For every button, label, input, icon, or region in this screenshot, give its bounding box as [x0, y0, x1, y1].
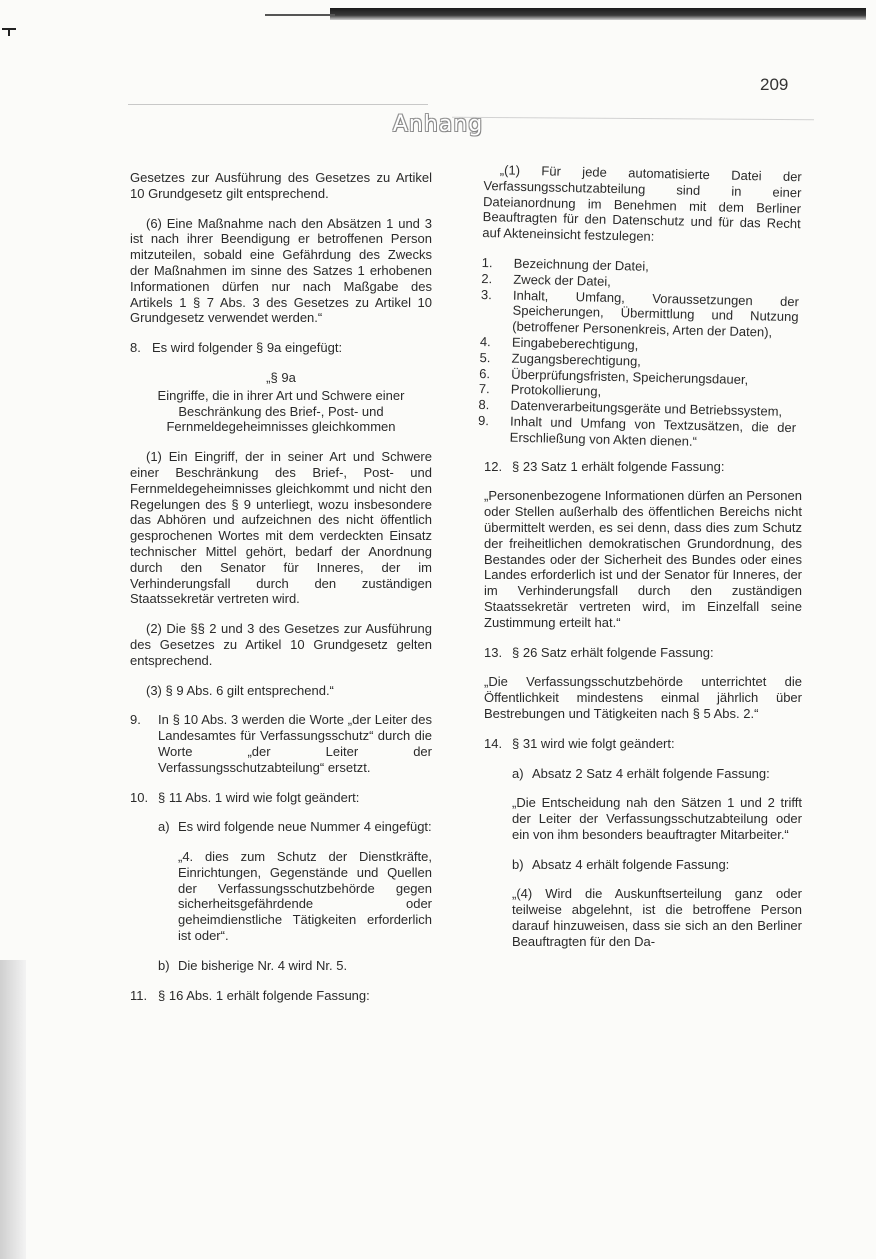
list-item-number: 2.: [481, 270, 493, 286]
list-item-text: Inhalt, Umfang, Voraussetzungen der Speicherungen, Übermittlung und Nutzung (betroffener Personenkreis, Arten der Daten),: [512, 287, 800, 340]
item-10a-label: a): [158, 819, 170, 835]
item-10-number: 10.: [130, 789, 149, 805]
item-10a-quote: „4. dies zum Schutz der Dienstkräfte, Einrichtungen, Gegenstände und Quellen der Verfassungsschutzbehörde gegen sicherheitsgefährdende oder geheimdienstliche Tätigkeiten erforderlich ist oder“.: [178, 849, 432, 944]
item-8: [130, 340, 432, 356]
list-item: [478, 413, 797, 452]
item-13-number: 13.: [484, 644, 503, 660]
left-intro: Gesetzes zur Ausführung des Gesetzes zu Artikel 10 Grundgesetz gilt entsprechend.: [130, 170, 432, 201]
item-10-subitems: [158, 819, 432, 973]
item-9-text: In § 10 Abs. 3 werden die Worte „der Leiter des Landesamtes für Verfassungsschutz“ durch die Worte „der Leiter der Verfassungsschutzabteilung“ ersetzt.: [158, 712, 432, 775]
item-10: [130, 790, 432, 806]
corner-mark-tick: [8, 28, 10, 36]
list-item-number: 8.: [478, 397, 490, 413]
item-14b: [512, 857, 802, 873]
list-item: [480, 287, 799, 342]
section-9a-title: „§ 9a: [266, 369, 296, 385]
right-column-skewed-block: [478, 162, 802, 452]
scan-edge-shadow: [330, 8, 866, 20]
list-item-number: 9.: [477, 412, 490, 429]
item-11-number: 11.: [130, 987, 148, 1003]
item-14a-label: a): [512, 765, 524, 781]
item-10a: [158, 819, 432, 835]
item-14-subitems: [512, 766, 802, 950]
item-11: [130, 988, 432, 1004]
file-order-list: [478, 255, 800, 452]
list-item-text: Inhalt und Umfang von Textzusätzen, die der Erschließung von Akten dienen.“: [509, 413, 797, 449]
item-14b-text: Absatz 4 erhält folgende Fassung:: [532, 856, 730, 872]
file-order-intro: „(1) Für jede automatisierte Datei der Verfassungsschutzabteilung sind in einer Dateianordnung im Benehmen mit dem Berliner Beauftragten für den Datenschutz und für das Recht auf Akteneinsicht festzulegen:: [482, 162, 802, 245]
item-10b-label: b): [158, 957, 170, 973]
list-item-number: 3.: [480, 286, 493, 302]
item-10-text: § 11 Abs. 1 wird wie folgt geändert:: [158, 789, 360, 805]
list-item-text: Zweck der Datei,: [513, 271, 612, 289]
item-9: [130, 712, 432, 775]
item-13-quote: „Die Verfassungsschutzbehörde unterrichtet die Öffentlichkeit mindestens einmal jährlich über Bestrebungen und Tätigkeiten nach § 5 Abs. 2.“: [484, 674, 802, 721]
list-item-text: Überprüfungsfristen, Speicherungsdauer,: [511, 366, 749, 387]
item-10a-text: Es wird folgende neue Nummer 4 eingefügt:: [178, 819, 432, 835]
list-item-text: Bezeichnung der Datei,: [513, 255, 650, 274]
item-9-number: 9.: [130, 712, 141, 728]
section-9a-subtitle: Eingriffe, die in ihrer Art und Schwere einer Beschränkung des Brief-, Post- und Fernmeldegeheimnisses gleichkommen: [157, 387, 405, 435]
item-14a-quote: „Die Entscheidung nah den Sätzen 1 und 2 trifft der Leiter der Verfassungsschutzabteilung oder ein von ihm besonders beauftragter Mitarbeiter.“: [512, 795, 802, 842]
item-13: [484, 645, 802, 661]
item-12-text: § 23 Satz 1 erhält folgende Fassung:: [512, 458, 725, 474]
item-12: [484, 459, 802, 475]
item-12-quote: „Personenbezogene Informationen dürfen an Personen oder Stellen außerhalb des öffentlichen Bereichs nicht übermittelt werden, es sei denn, dass dies zum Schutz der freiheitlichen demokratischen Grundordnung, des Bestandes oder der Sicherheit des Bundes oder eines Landes erforderlich ist und der Senator für Inneres, der im Verhinderungsfall durch den zuständigen Staatssekretär vertreten wird, im Einzelfall seine Zustimmung erteilt hat.“: [484, 488, 802, 630]
list-item-text: Eingabeberechtigung,: [511, 334, 639, 353]
left-column: [130, 170, 432, 1017]
right-column: [477, 162, 802, 964]
item-14b-quote: „(4) Wird die Auskunftserteilung ganz oder teilweise abgelehnt, ist die betroffene Person darauf hinzuweisen, dass sie sich an den Berliner Beauftragten für den Da-: [512, 886, 802, 949]
list-item-number: 7.: [478, 381, 490, 397]
list-item-number: 5.: [479, 349, 491, 365]
list-item-text: Protokollierung,: [510, 382, 602, 400]
item-10b-text: Die bisherige Nr. 4 wird Nr. 5.: [178, 957, 348, 973]
item-12-number: 12.: [484, 458, 503, 474]
item-14b-label: b): [512, 856, 524, 872]
section-9a-para-1: (1) Ein Eingriff, der in seiner Art und Schwere einer Beschränkung des Brief-, Post- und Fernmeldegeheimnisses gleichkommt und nicht den Regelungen des § 9 unterliegt, wozu insbesondere das Abhören und aufzeichnen des nicht öffentlich gesprochenen Wortes mit dem verdeckten Einsatz technischer Mittel gehört, bedarf der Anordnung durch den Senator für Inneres, der im Verhinderungsfall durch den zuständigen Staatssekretär vertreten wird.: [130, 449, 432, 607]
list-item-text: Datenverarbeitungsgeräte und Betriebssystem,: [510, 397, 783, 419]
item-14: [484, 736, 802, 752]
running-header: Anhang: [392, 112, 484, 137]
item-8-text: Es wird folgender § 9a eingefügt:: [152, 340, 343, 356]
item-10b: [158, 958, 432, 974]
list-item-number: 6.: [479, 365, 491, 381]
scan-edge-line: [265, 14, 335, 16]
item-14-text: § 31 wird wie folgt geändert:: [512, 735, 675, 751]
list-item-text: Zugangsberechtigung,: [511, 350, 642, 369]
section-9a-para-2: (2) Die §§ 2 und 3 des Gesetzes zur Ausführung des Gesetzes zu Artikel 10 Grundgesetz gelten entsprechend.: [130, 621, 432, 668]
item-14-number: 14.: [484, 735, 503, 751]
page-number: 209: [760, 75, 789, 94]
item-11-text: § 16 Abs. 1 erhält folgende Fassung:: [158, 987, 370, 1003]
list-item-number: 4.: [479, 333, 491, 350]
section-9a-para-3: (3) § 9 Abs. 6 gilt entsprechend.“: [146, 682, 334, 698]
item-13-text: § 26 Satz erhält folgende Fassung:: [512, 644, 714, 660]
paragraph-6: (6) Eine Maßnahme nach den Absätzen 1 und 3 ist nach ihrer Beendigung er betroffenen Person mitzuteilen, sobald eine Gefährdung des Zwecks der Maßnahmen im sinne des Satzes 1 erhobenen Informationen dürfen nur nach Maßgabe des Artikels 1 § 7 Abs. 3 des Gesetzes zu Artikel 10 Grundgesetz verwendet werden.“: [130, 215, 432, 326]
scan-left-edge-shadow: [0, 960, 26, 1259]
item-14a-text: Absatz 2 Satz 4 erhält folgende Fassung:: [532, 765, 770, 781]
item-14a: [512, 766, 802, 782]
item-8-number: 8.: [130, 340, 141, 356]
list-item-number: 1.: [481, 254, 493, 271]
header-rule-left: [128, 104, 428, 105]
